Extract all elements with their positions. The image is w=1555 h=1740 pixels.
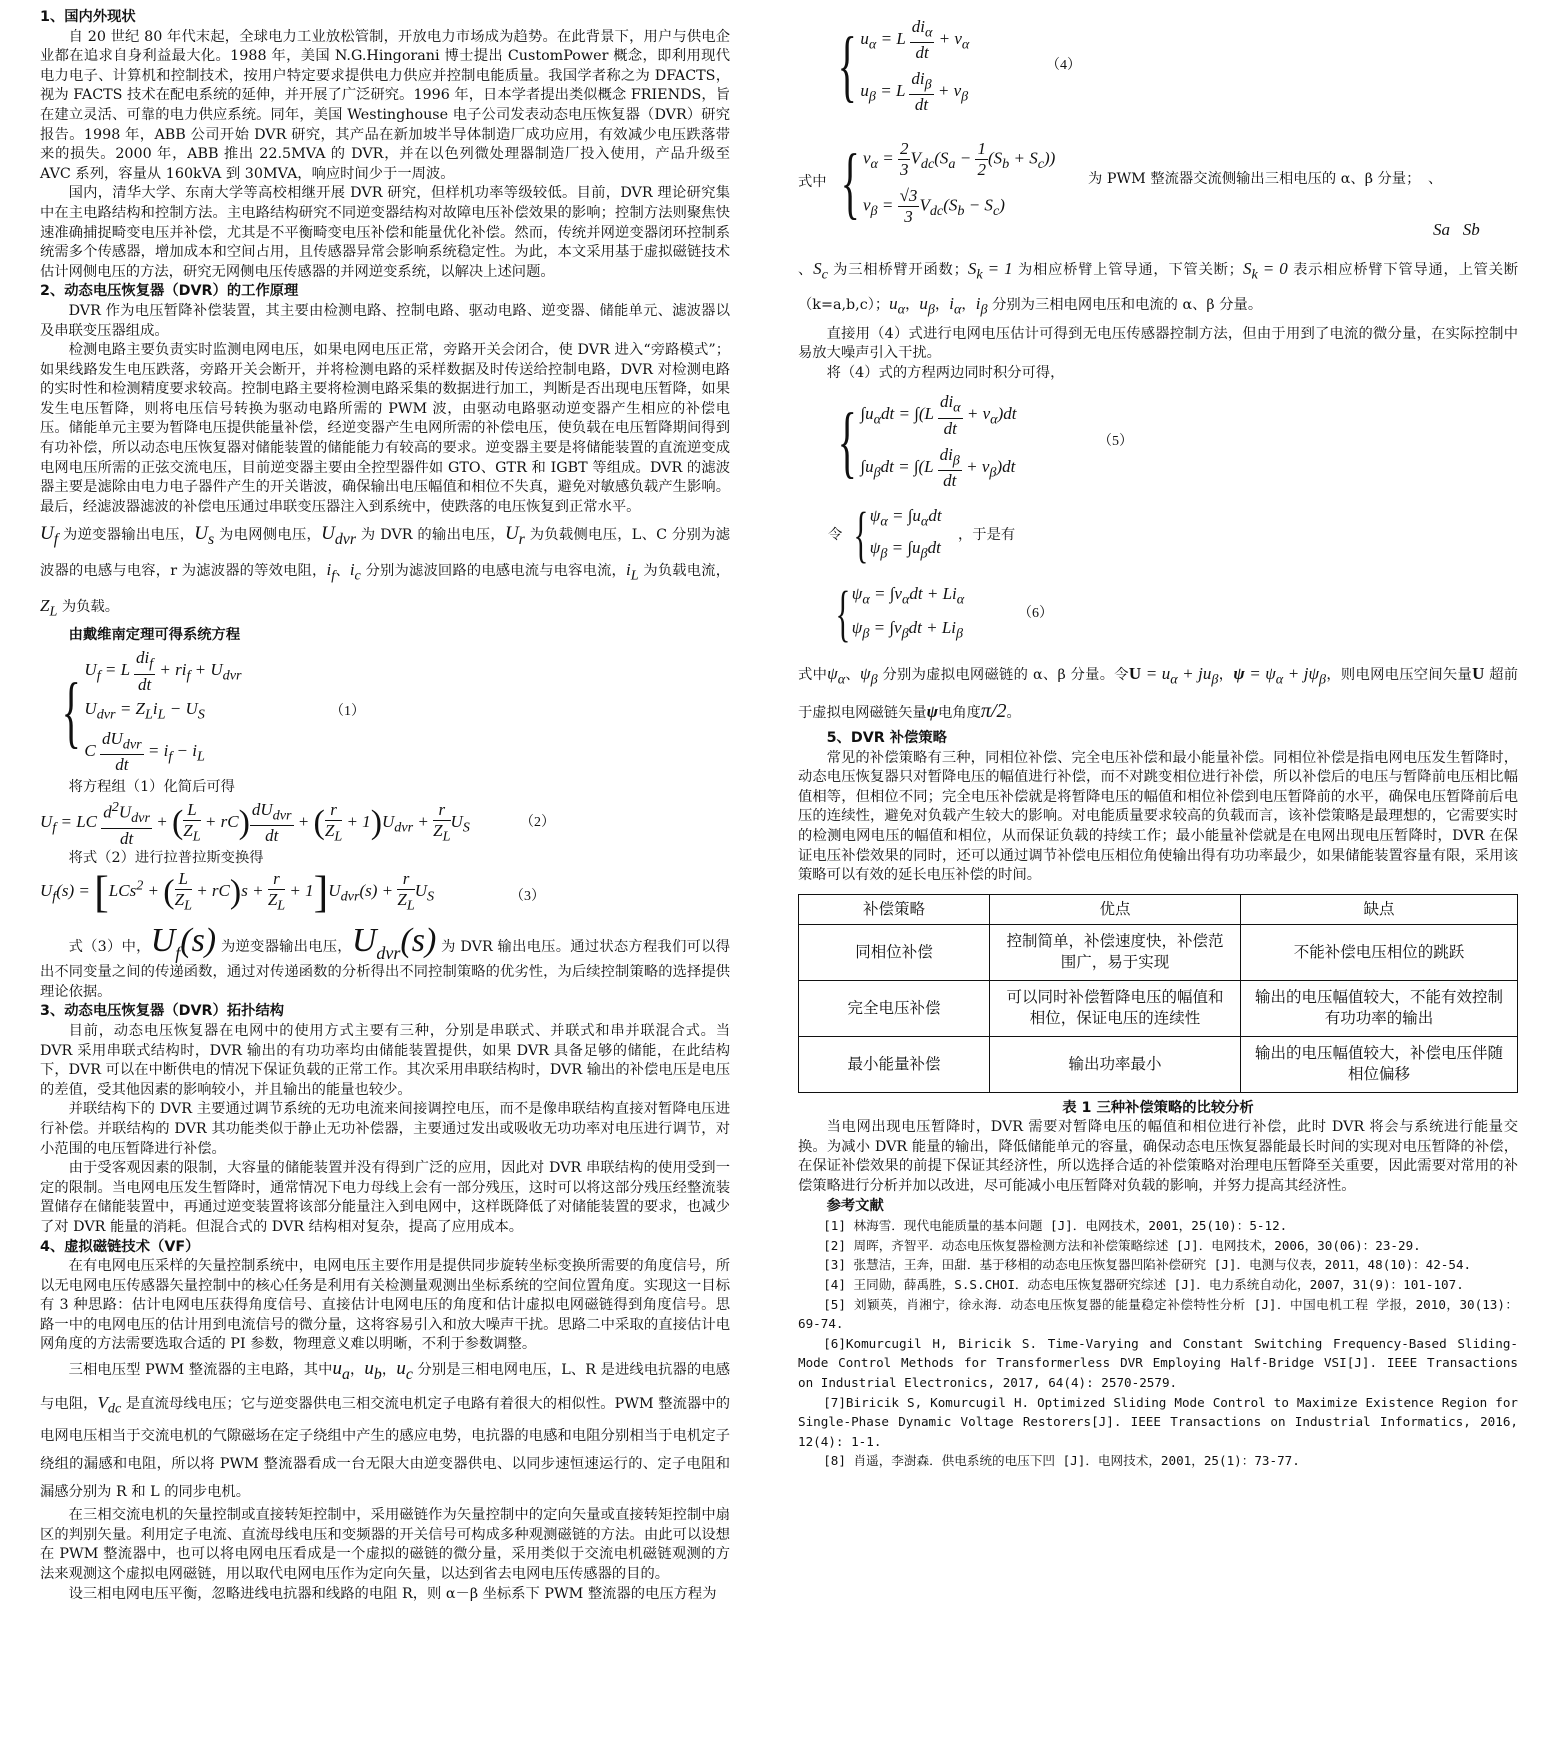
section-2-paragraph-2: 检测电路主要负责实时监测电网电压，如果电网电压正常，旁路开关会闭合，使 DVR 进入“旁路模式”；如果线路发生电压跌落，旁路开关会断开，并将检测电路的采样数据及时传送给控制电路，DVR 对检测电路的实时性和检测精度要求较高。控制电路主要将检测电路采集的数据进行加工，判断是否出现电压暂降，如果发生电压暂降，则将电压信号转换为驱动电路所需的 PWM 波，由驱动电路驱动逆变器产生相应的补偿电压。储能单元主要为暂降电压提供能量补偿，经逆变器产生电网所需的补偿电压，使负载在电压暂降期间得到有功补偿，所以动态电压恢复器对储能装置的储能能力有较高的要求。逆变器主要是将储能装置的直流逆变成电网电压所需的正弦交流电压，目前逆变器主要由全控型器件如 GTO、GTR 和 IGBT 等组成。DVR 的滤波器主要是滤除由电力电子器件产生的开关谐波，确保输出电压幅值和相位不失真，避免对敏感负载产生影响。最后，经滤波器滤波的补偿电压通过串联变压器注入到系统中，使跌落的电压恢复到正常水平。: [40, 342, 730, 515]
table-row: [799, 980, 1518, 1036]
table-row: [799, 1036, 1518, 1092]
table-cell: 输出功率最小: [990, 1036, 1241, 1092]
equation-3-description: 式（3）中，$U_f(s)$ 为逆变器输出电压，$U_{dvr}(s)$ 为 DVR 输出电压。通过状态方程我们可以得出不同变量之间的传递函数，通过对传递函数的分析得出不同控制策略的优劣性，为后续控制策略的选择提供理论依据。: [40, 921, 730, 1000]
section-4-title: 4、虚拟磁链技术（VF）: [40, 1238, 200, 1255]
sa-sb-symbols: Sa Sb: [1433, 220, 1480, 239]
section-5-title: 5、DVR 补偿策略: [826, 729, 947, 746]
hence-text: ，于是有: [958, 526, 1016, 543]
simplify-text: 将方程组（1）化简后可得: [68, 778, 235, 795]
section-5-paragraph-1: 常见的补偿策略有三种，同相位补偿、完全电压补偿和最小能量补偿。同相位补偿是指电网电压发生暂降时，动态电压恢复器只对暂降电压的幅值进行补偿，而不对跳变相位进行补偿，所以补偿后的电压与暂降前电压相比幅值相等，但相位不同；完全电压补偿就是将暂降电压的幅值和相位补偿到电压暂降前的水平，确保电压暂降前后电压的连续性，避免对负载产生较大的影响。对电能质量要求较高的负载而言，该补偿策略是最理想的，它需要实时的检测电网电压的幅值和相位，从而保证负载的持续工作；最小能量补偿就是在电网出现电压暂降时，DVR 在保证电压补偿效果的同时，还可以通过调节补偿电压相位角使输出得有功功率最少，如果储能装置容量有限，采用该策略可以有效的延长电压补偿的时间。: [798, 749, 1518, 884]
reference-item: [8] 肖遥，李澍森．供电系统的电压下凹 [J]．电网技术，2001，25(1)：73-77.: [823, 1453, 1300, 1469]
section-3-title: 3、动态电压恢复器（DVR）拓扑结构: [40, 1003, 285, 1020]
thevenin-heading: 由戴维南定理可得系统方程: [68, 627, 241, 644]
section-1-paragraph-2: 国内，清华大学、东南大学等高校相继开展 DVR 研究，但样机功率等级较低。目前，DVR 理论研究集中在主电路结构和控制方法。主电路结构研究不同逆变器结构对故障电压补偿效果的影响；控制方法则聚焦快速准确捕捉畸变电压并补偿，尤其是不平衡畸变电压补偿和能量优化补偿。然而，传统并网逆变器闭环控制系统需多个传感器，增加成本和空间占用，且传感器异常会影响系统稳定性。为此，本文采用基于虚拟磁链技术估计网侧电压的方法，研究无网侧电压传感器的并网逆变系统，以解决上述问题。: [40, 185, 730, 280]
table-cell: 输出的电压幅值较大，补偿电压伴随相位偏移: [1241, 1036, 1518, 1092]
table-header-cell: 补偿策略: [799, 894, 990, 924]
section-5-paragraph-2: 当电网出现电压暂降时，DVR 需要对暂降电压的幅值和相位进行补偿，此时 DVR 将会与系统进行能量交换。为减小 DVR 能量的输出，降低储能单元的容量，确保动态电压恢复器能最长时间的实现对电压暂降的补偿，在保证补偿效果的前提下保证其经济性，所以选择合适的补偿策略对治理电压暂降至关重要，因此需要对常用的补偿策略进行分析并加以改进，尽可能减小电压暂降对负载的影响，并努力提高其经济性。: [798, 1119, 1518, 1195]
compensation-strategy-table: [798, 894, 1518, 1093]
where-label: 式中: [798, 174, 827, 191]
table-cell: 可以同时补偿暂降电压的幅值和相位，保证电压的连续性: [990, 980, 1241, 1036]
section-1-paragraph-1: 自 20 世纪 80 年代末起，全球电力工业放松管制，开放电力市场成为趋势。在此背景下，用户与供电企业都在追求自身利益最大化。1988 年，美国 N.G.Hingorani 博士提出 CustomPower 概念，即利用现代电力电子、计算机和控制技术，按用户特定要求提供电力供应并控制电能质量。我国学者称之为 DFACTS，视为 FACTS 技术在配电系统的延伸，并开展了广泛研究。1996 年，日本学者提出类似概念 FRIENDS，旨在建立灵活、可靠的电力供应系统。同年，美国 Westinghouse 电子公司发表动态电压恢复器（DVR）研究报告。1998 年，ABB 公司开始 DVR 研究，其产品在新加坡半导体制造厂成功应用，有效减少电压跌落带来的损失。2000 年，ABB 推出 22.5MVA 的 DVR，并在以色列微处理器制造厂投入使用，产品升级至 AVC 系列，容量从 160kVA 到 30MVA，响应时间少于一周波。: [40, 28, 730, 182]
equation-v-alpha-beta: 式中 { $v_\alpha$ = $\frac{2}{3}$ $V_{dc}(S_a$ − $\frac{1}{2}$ $(S_b + S_c)$) $v_\beta$ = $\frac{√3}{3}$ $V_{dc}(S_b - S_c)$ 为 PWM 整流器交流侧输出三相电压的 α、β 分量； 、 Sa Sb: [798, 139, 1480, 239]
table-row: [799, 924, 1518, 980]
table-cell: 不能补偿电压相位的跳跃: [1241, 924, 1518, 980]
equation-1-number: （1）: [330, 703, 365, 719]
reference-item: [1] 林海雪．现代电能质量的基本问题 [J]．电网技术，2001，25(10)：5-12.: [823, 1218, 1288, 1234]
table-header-cell: 缺点: [1241, 894, 1518, 924]
left-column: [40, 8, 730, 1604]
switch-function-text: 、$S_c$ 为三相桥臂开函数；$S_k = 1$ 为相应桥臂上管导通，下管关断；$S_k = 0$ 表示相应桥臂下管导通，上管关断（k=a,b,c）；$u_\alpha$，$u_\beta$，$i_\alpha$，$i_\beta$ 分别为三相电网电压和电流的 α、β 分量。: [798, 259, 1519, 318]
equation-3-number: （3）: [510, 888, 545, 904]
references-title: 参考文献: [826, 1197, 884, 1214]
equation-5: { $\int u_\alpha dt = \int(L$ $\frac{di_\alpha}{dt}$ + $v_\alpha)dt$ $\int u_\beta dt = \int(L$ $\frac{di_\beta}{dt}$ + $v_\beta)dt$ （5）: [837, 392, 1133, 490]
table-cell: 输出的电压幅值较大，不能有效控制有功功率的输出: [1241, 980, 1518, 1036]
integrate-text: 将（4）式的方程两边同时积分可得，: [826, 364, 1065, 381]
reference-item: [3] 张慧洁，王奔，田甜．基于移相的动态电压恢复器凹陷补偿研究 [J]．电测与仪表，2011，48(10)：42-54.: [823, 1257, 1472, 1273]
section-3-paragraph-3: 由于受客观因素的限制，大容量的储能装置并没有得到广泛的应用，因此对 DVR 串联结构的使用受到一定的限制。当电网电压发生暂降时，通常情况下电力母线上会有一部分残压，这时可以将这部分残压经整流装置储存在储能装置中，再通过逆变装置将该部分能量注入到电网中，这样既降低了对储能装置的要求，也减少了对 DVR 能量的消耗。但混合式的 DVR 结构相对复杂，提高了应用成本。: [40, 1160, 730, 1235]
reference-item: [6]Komurcugil H, Biricik S. Time-Varying and Constant Switching Frequency-Based Sliding-Mode Control Methods for Transformerless DVR Employing Half-Bridge VSI[J]. IEEE Transactions on Industrial Electronics, 2017, 64(4): 2570-2579.: [798, 1335, 1518, 1391]
reference-item: [7]Biricik S, Komurcugil H. Optimized Sliding Mode Control to Maximize Existence Region for Single-Phase Dynamic Voltage Restorers[J]. IEEE Transactions on Industrial Informatics, 2016, 12(4): 1-1.: [798, 1394, 1518, 1449]
section-4-paragraph-1: 在有电网电压采样的矢量控制系统中，电网电压主要作用是提供同步旋转坐标变换所需要的角度信号，所以无电网电压传感器矢量控制中的核心任务是利用有关检测量观测出坐标系统的空间位置角度。实现这一目标有 3 种思路：估计电网电压获得角度信号、直接估计电网电压的角度和估计虚拟电网磁链得到角度信号。思路一中的电网电压的估计用到电流信号的微分量，这将容易引入和放大噪声干扰。思路二中采取的直接估计电网角度的方法需要选取合适的 PI 参数，物理意义难以明晰，不利于参数调整。: [40, 1258, 730, 1353]
direct-estimation-text: 直接用（4）式进行电网电压估计可得到无电压传感器控制方法，但由于用到了电流的微分量，在实际控制中易放大噪声引入干扰。: [798, 325, 1518, 362]
references-list: [798, 1216, 1518, 1471]
let-label: 令: [828, 526, 843, 543]
table-cell: 控制简单，补偿速度快，补偿范围广，易于实现: [990, 924, 1241, 980]
table-caption: 表 1 三种补偿策略的比较分析: [1062, 1099, 1254, 1116]
section-3-paragraph-1: 目前，动态电压恢复器在电网中的使用方式主要有三种，分别是串联式、并联式和串并联混合式。当 DVR 采用串联式结构时，DVR 输出的有功功率均由储能装置提供，如果 DVR 具备足够的储能，在此结构下，DVR 可以在中断供电的情况下保证负载的正常工作。其次采用串联结构时，DVR 输出的补偿电压是电压的差值，受其他因素的影响较小，并且输出的能量也较少。: [40, 1022, 730, 1098]
section-2-variables: $U_f$ 为逆变器输出电压，$U_s$ 为电网侧电压，$U_{dvr}$ 为 DVR 的输出电压，$U_r$ 为负载侧电压，L、C 分别为滤波器的电感与电容，r 为滤波器的等效电阻，$i_f$、$i_c$ 分别为滤波回路的电感电流与电容电流，$i_L$ 为负载电流，$Z_L$ 为负载。: [40, 523, 731, 620]
table-cell: 完全电压补偿: [799, 980, 990, 1036]
table-cell: 同相位补偿: [799, 924, 990, 980]
equation-1: { $U_f = L$ $\frac{di_f}{dt}$ + $ri_f + U_{dvr}$ $U_{dvr} = Z_Li_L - U_S$ C $\frac{dU_{dvr}}{dt}$ = $i_f - i_L$ （1）: [61, 648, 365, 774]
reference-item: [5] 刘颖英，肖湘宁，徐永海．动态电压恢复器的能量稳定补偿特性分析 [J]．中国电机工程 学报，2010，30(13)：69-74.: [798, 1296, 1518, 1332]
equation-6: { $\psi_\alpha = \int v_\alpha dt + Li_\alpha$ $\psi_\beta = \int v_\beta dt + Li_\beta$ （6）: [835, 579, 1053, 648]
section-4-paragraph-3: 在三相交流电机的矢量控制或直接转矩控制中，采用磁链作为矢量控制中的定向矢量或直接转矩控制中扇区的判别矢量。利用定子电流、直流母线电压和变频器的开关信号可构成多种观测磁链的方法。由此可以设想在 PWM 整流器中，也可以将电网电压看成是一个虚拟的磁链的微分量，采用类似于交流电机磁链观测的方法来观测这个虚拟电网磁链，用以取代电网电压作为定向矢量，以达到省去电网电压传感器的目的。: [40, 1507, 730, 1583]
reference-item: [2] 周晖，齐智平．动态电压恢复器检测方法和补偿策略综述 [J]．电网技术，2006，30(06)：23-29.: [823, 1237, 1421, 1253]
equation-psi-definition: 令 { $\psi_\alpha = \int u_\alpha dt$ $\psi_\beta = \int u_\beta dt$ ，于是有: [828, 500, 1016, 569]
laplace-text: 将式（2）进行拉普拉斯变换得: [68, 850, 264, 867]
equation-4: { $u_\alpha = L$ $\frac{di_\alpha}{dt}$ + $v_\alpha$ $u_\beta = L$ $\frac{di_\beta}{dt}$ + $v_\beta$ （4）: [837, 16, 1081, 115]
section-4-paragraph-4: 设三相电网电压平衡，忽略进线电抗器和线路的电阻 R，则 α－β 坐标系下 PWM 整流器的电压方程为: [68, 1585, 717, 1602]
equation-3: $U_f(s) = [LCs^2$ + ( $\frac{L}{Z_L}$ + rC)s + $\frac{r}{Z_L}$ + $1]U_{dvr}(s)$ + $\frac{r}{Z_L}$ $U_S$ （3）: [40, 867, 545, 917]
equation-2-number: （2）: [520, 815, 555, 831]
table-header-row: [799, 894, 1518, 924]
table-header-cell: 优点: [990, 894, 1241, 924]
right-column: [798, 8, 1518, 1471]
section-3-paragraph-2: 并联结构下的 DVR 主要通过调节系统的无功电流来间接调控电压，而不是像串联结构直接对暂降电压进行补偿。并联结构的 DVR 其功能类似于静止无功补偿器，主要通过发出或吸收无功功率对电压进行调节，对小范围的电压暂降进行补偿。: [40, 1101, 730, 1157]
reference-item: [4] 王同勋，薛禹胜，S.S.CHOI．动态电压恢复器研究综述 [J]．电力系统自动化，2007，31(9)：101-107.: [823, 1277, 1464, 1293]
section-1-title: 1、国内外现状: [40, 9, 136, 25]
equation-4-description: 为 PWM 整流器交流侧输出三相电压的 α、β 分量；: [1088, 171, 1421, 187]
table-cell: 最小能量补偿: [799, 1036, 990, 1092]
equation-4-number: （4）: [1046, 58, 1081, 73]
section-2-title: 2、动态电压恢复器（DVR）的工作原理: [40, 283, 299, 300]
section-4-paragraph-2: 三相电压型 PWM 整流器的主电路，其中$u_a$，$u_b$，$u_c$ 分别是三相电网电压，L、R 是进线电抗器的电感与电阻，$V_{dc}$ 是直流母线电压；它与逆变器供电三相交流电机定子电路有着很大的相似性。PWM 整流器中的电网电压相当于交流电机的气隙磁场在定子绕组中产生的感应电势，电抗器的电感和电阻分别相当于电机定子绕组的漏感和电阻，所以将 PWM 整流器看成一台无限大由逆变器供电、以同步速恒速运行的、定子电阻和漏感分别为 R 和 L 的同步电机。: [40, 1358, 731, 1501]
equation-5-number: （5）: [1098, 433, 1133, 449]
equation-6-number: （6）: [1018, 605, 1053, 621]
equation-2: $U_f$ = LC $\frac{d^2U_{dvr}}{dt}$ + ( $\frac{L}{Z_L}$ + rC) $\frac{dU_{dvr}}{dt}$ + ( $\frac{r}{Z_L}$ + $1)U_{dvr}$ + $\frac{r}{Z_L}$ $U_S$ （2）: [40, 799, 555, 849]
section-2-paragraph-1: DVR 作为电压暂降补偿装置，其主要由检测电路、控制电路、驱动电路、逆变器、储能单元、滤波器以及串联变压器组成。: [40, 302, 730, 339]
virtual-flux-text: 式中$\psi_\alpha$、$\psi_\beta$ 分别为虚拟电网磁链的 α、β 分量。令$U = u_\alpha + ju_\beta$，$\psi = \psi_\alpha + j\psi_\beta$，则电网电压空间矢量U 超前于虚拟电网磁链矢量ψ电角度π/2。: [798, 663, 1519, 722]
